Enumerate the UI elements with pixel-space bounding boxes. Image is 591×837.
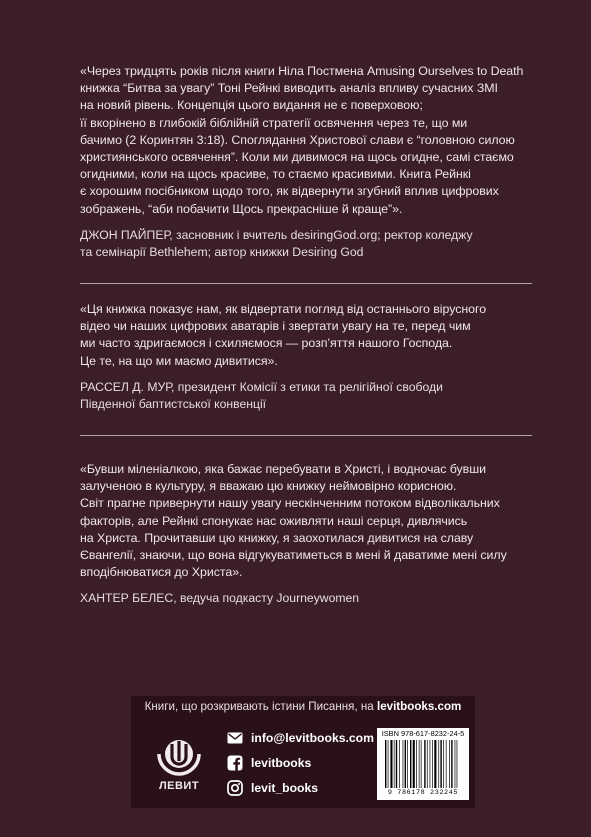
website-link[interactable]: levitbooks.com — [376, 700, 462, 713]
contact-instagram[interactable] — [227, 778, 318, 798]
publisher-footer — [131, 696, 475, 808]
isbn-number: 9 786178 232245 — [387, 789, 459, 797]
tagline-text: Книги, що розкривають істини Писання, на — [144, 700, 377, 713]
endorsement-quote: «Через тридцять років після книги Ніла Постмена Amusing Ourselves to Death книжка “Битва за увагу” Тоні Рейнкі виводить аналіз впливу сучасних ЗМІ на новий рівень. Концепція цього видання не є поверховою; її вкорінено в глибокій біблійній стратегії освячення через те, що ми бачимо (2 Коринтян 3:18). Споглядання Христової слави є “головною силою християнського освячення”. Коли ми дивимося на щось огидне, самі стаємо огидними, коли на щось красиве, то стаємо красивими. Книга Рейнкі є хорошим посібником щодо того, як відвернути згубний вплив цифрових зображень, “аби побачити Щось прекрасніше й краще”». — [80, 64, 524, 216]
envelope-icon — [227, 730, 243, 746]
instagram-handle: levit_books — [251, 781, 319, 795]
levit-logo-icon — [153, 730, 205, 778]
contact-facebook[interactable] — [227, 753, 311, 773]
endorsement-1 — [80, 63, 532, 261]
endorsement-quote: «Ця книжка показує нам, як відвертати погляд від останнього вірусного відео чи наших цифрових аватарів і звертати увагу на те, перед чим ми часто здригаємося і схиляємося — розп’яття нашого Господа. Це те, на що ми маємо дивитися». — [80, 302, 487, 368]
barcode-icon — [383, 740, 463, 788]
instagram-icon — [227, 780, 243, 796]
publisher-logo — [153, 730, 205, 796]
endorsement-2 — [80, 301, 532, 413]
publisher-tagline — [131, 696, 475, 718]
endorsement-author: ХАНТЕР БЕЛЕС, ведуча подкасту Journeywomen — [80, 591, 360, 606]
endorsement-quote: «Бувши міленіалкою, яка бажає перебувати в Христі, і водночас бувши залученою в культуру, я вважаю цю книжку неймовірно корисною. Світ прагне привернути нашу увагу нескінченним потоком відволікальних факторів, але Рейнкі спонукає нас оживляти наші серця, дивлячись на Христа. Прочитавши цю книжку, я заохотилася дивитися на славу Євангелії, знаючи, що вона відгукуватиметься в мені й даватиме мені силу вподібнюватися до Христа». — [80, 462, 507, 580]
endorsement-author: РАССЕЛ Д. МУР, президент Комісії з етики та релігійної свободи Південної баптистської конвенції — [80, 379, 443, 412]
endorsement-3 — [80, 461, 532, 608]
divider — [80, 283, 532, 284]
email-text: info@levitbooks.com — [251, 731, 374, 745]
facebook-handle: levitbooks — [251, 756, 312, 770]
endorsement-author: ДЖОН ПАЙПЕР, засновник і вчитель desiringGod.org; ректор коледжу та семінарії Bethlehem; автор книжки Desiring God — [80, 227, 473, 260]
divider — [80, 435, 532, 436]
isbn-barcode — [377, 728, 469, 800]
contact-email[interactable] — [227, 728, 374, 748]
isbn-label: ISBN 978-617-8232-24-5 — [381, 729, 465, 738]
logo-wordmark: ЛЕВИТ — [158, 780, 200, 792]
facebook-icon — [227, 755, 243, 771]
